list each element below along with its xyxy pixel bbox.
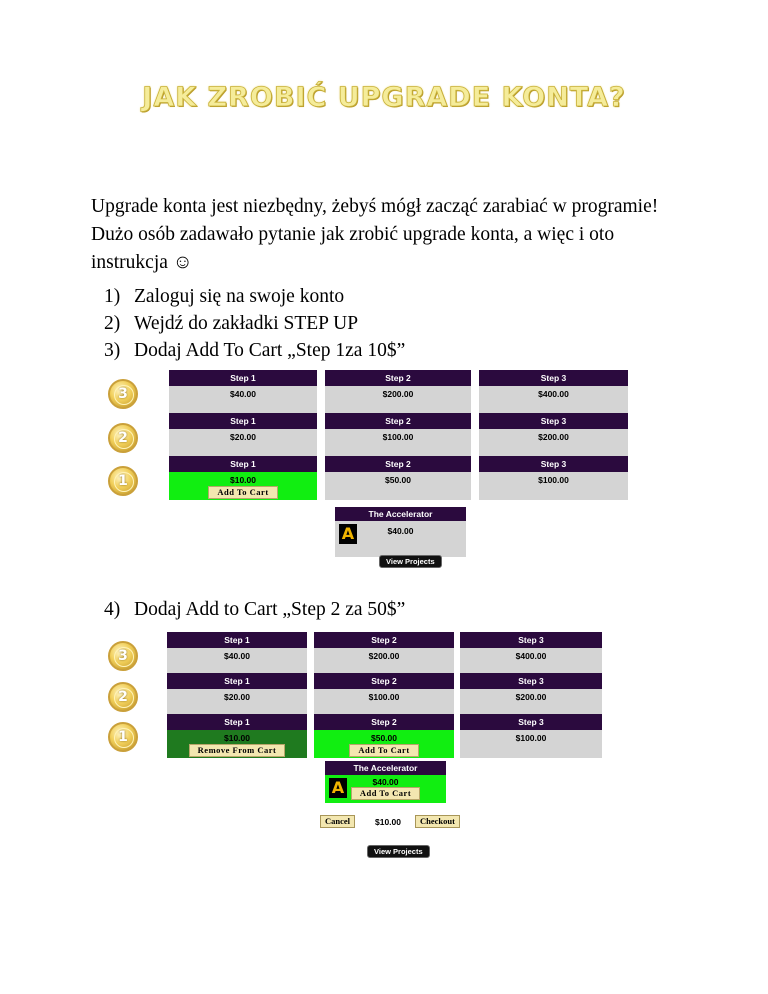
- accelerator-logo-icon: A: [329, 778, 347, 798]
- steps-list-b: [104, 596, 405, 623]
- level1-step2-box[interactable]: Step 2 $50.00 Add To Cart: [314, 714, 454, 758]
- level2-step1-box[interactable]: Step 1 $20.00: [167, 673, 307, 717]
- level3-step1-box[interactable]: Step 1 $40.00: [169, 370, 317, 414]
- medal-2-icon: 2: [108, 423, 138, 453]
- page-title: JAK ZROBIĆ UPGRADE KONTA?: [142, 82, 626, 113]
- level2-step2-box[interactable]: Step 2 $100.00: [314, 673, 454, 717]
- medal-2-icon: 2: [108, 682, 138, 712]
- medal-1-icon: 1: [108, 722, 138, 752]
- level3-step2-box[interactable]: Step 2 $200.00: [325, 370, 471, 414]
- level2-step3-box[interactable]: Step 3 $200.00: [460, 673, 602, 717]
- add-to-cart-button[interactable]: Add To Cart: [349, 744, 418, 757]
- level2-step1-box[interactable]: Step 1 $20.00: [169, 413, 317, 457]
- cart-total: $10.00: [375, 817, 401, 827]
- view-projects-button[interactable]: View Projects: [379, 555, 442, 568]
- list-item: 4) Dodaj Add to Cart „Step 2 za 50$”: [104, 599, 406, 620]
- level1-step1-box[interactable]: Step 1 $10.00 Remove From Cart: [167, 714, 307, 758]
- level1-step1-box[interactable]: Step 1 $10.00 Add To Cart: [169, 456, 317, 500]
- intro-paragraph: Upgrade konta jest niezbędny, żebyś mógł zacząć zarabiać w programie! Dużo osób zadawało pytanie jak zrobić upgrade konta, a więc i oto instrukcja ☺: [91, 196, 659, 273]
- checkout-button[interactable]: Checkout: [415, 815, 460, 828]
- level1-step3-box[interactable]: Step 3 $100.00: [460, 714, 602, 758]
- list-item: 2) Wejdź do zakładki STEP UP: [104, 313, 359, 334]
- remove-from-cart-button[interactable]: Remove From Cart: [189, 744, 286, 757]
- level2-step3-box[interactable]: Step 3 $200.00: [479, 413, 628, 457]
- level2-step2-box[interactable]: Step 2 $100.00: [325, 413, 471, 457]
- list-item: 1) Zaloguj się na swoje konto: [104, 286, 345, 307]
- cancel-button[interactable]: Cancel: [320, 815, 355, 828]
- level3-step1-box[interactable]: Step 1 $40.00: [167, 632, 307, 676]
- accelerator-box[interactable]: The Accelerator A $40.00 Add To Cart: [325, 761, 446, 803]
- level1-step2-box[interactable]: Step 2 $50.00: [325, 456, 471, 500]
- level1-step3-box[interactable]: Step 3 $100.00: [479, 456, 628, 500]
- level3-step3-box[interactable]: Step 3 $400.00: [479, 370, 628, 414]
- accelerator-add-to-cart-button[interactable]: Add To Cart: [351, 787, 420, 800]
- list-item: 3) Dodaj Add To Cart „Step 1za 10$”: [104, 340, 406, 361]
- level3-step2-box[interactable]: Step 2 $200.00: [314, 632, 454, 676]
- medal-3-icon: 3: [108, 641, 138, 671]
- medal-3-icon: 3: [108, 379, 138, 409]
- level3-step3-box[interactable]: Step 3 $400.00: [460, 632, 602, 676]
- view-projects-button[interactable]: View Projects: [367, 845, 430, 858]
- add-to-cart-button[interactable]: Add To Cart: [208, 486, 277, 499]
- medal-1-icon: 1: [108, 466, 138, 496]
- steps-list-a: [104, 283, 405, 364]
- accelerator-box[interactable]: The Accelerator A $40.00: [335, 507, 466, 557]
- accelerator-logo-icon: A: [339, 524, 357, 544]
